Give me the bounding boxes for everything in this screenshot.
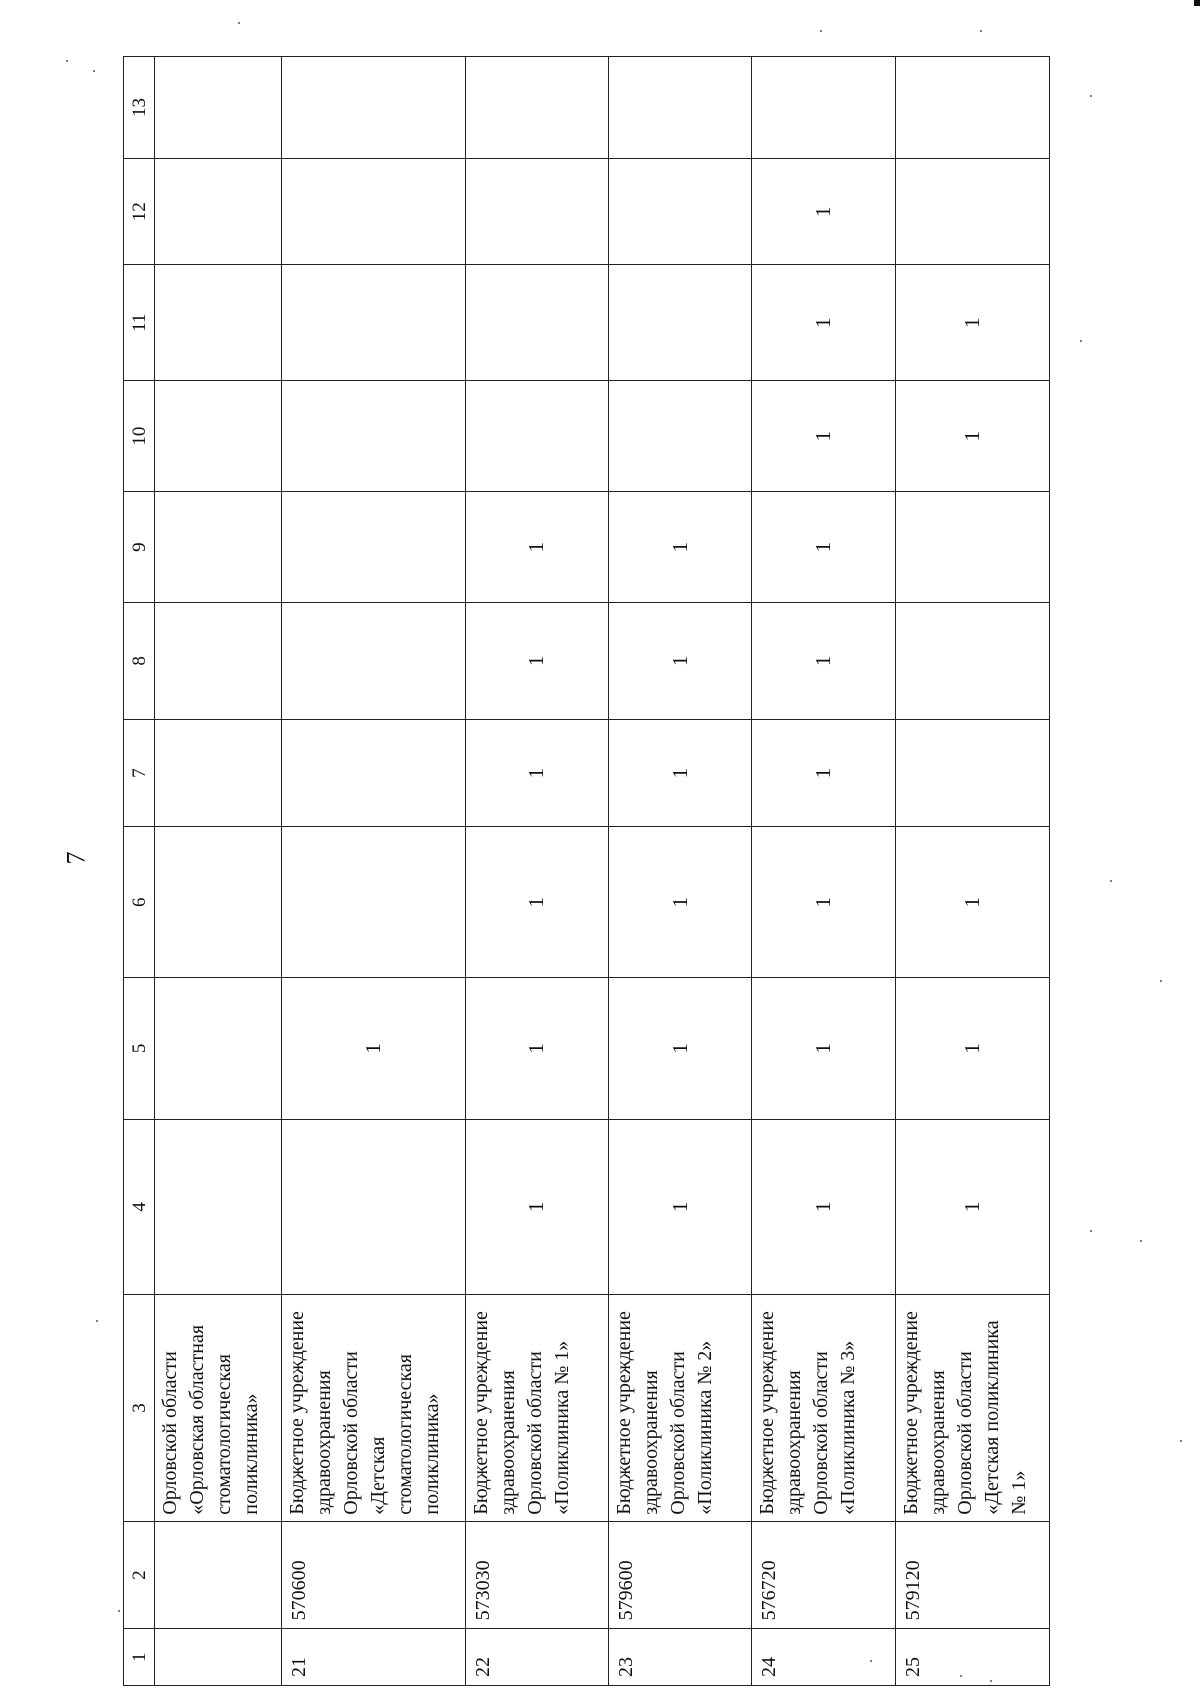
table-row (609, 57, 752, 1686)
table-row (281, 57, 465, 1686)
value-cell-col-8: 1 (609, 603, 752, 720)
data-table (123, 56, 1050, 1686)
row-index-cell: 24 (752, 1629, 895, 1686)
value-cell-col-8 (281, 603, 465, 720)
value-cell-col-7: 1 (752, 719, 895, 827)
value-cell-col-9 (155, 492, 282, 603)
col-header: 1 (124, 1629, 155, 1686)
col-header: 7 (124, 719, 155, 827)
value-cell-col-8 (895, 603, 1049, 720)
value-cell-col-13 (752, 57, 895, 159)
table-row (752, 57, 895, 1686)
value-cell-col-12 (609, 159, 752, 265)
value-cell-col-4: 1 (609, 1119, 752, 1295)
page-number: 7 (61, 851, 91, 865)
value-cell-col-5 (155, 978, 282, 1120)
table-row (465, 57, 608, 1686)
scan-speckle (66, 60, 68, 62)
value-cell-col-7: 1 (609, 719, 752, 827)
value-cell-col-13 (609, 57, 752, 159)
row-code-cell: 573030 (465, 1521, 608, 1629)
scan-speckle (980, 30, 982, 32)
value-cell-col-6 (281, 827, 465, 978)
row-code-cell (155, 1521, 282, 1629)
value-cell-col-5: 1 (465, 978, 608, 1120)
org-name-cell: Бюджетное учреждение здравоохранения Орловской области «Поликлиника № 3» (752, 1295, 895, 1522)
org-name-cell: Бюджетное учреждение здравоохранения Орловской области «Детская поликлиника № 1» (895, 1295, 1049, 1522)
org-name-cell: Орловской области «Орловская областная стоматологическая поликлиника» (155, 1295, 282, 1522)
row-index-cell: 21 (281, 1629, 465, 1686)
value-cell-col-9 (895, 492, 1049, 603)
value-cell-col-12 (465, 159, 608, 265)
scan-speckle (1110, 880, 1112, 882)
value-cell-col-12: 1 (752, 159, 895, 265)
col-header: 2 (124, 1521, 155, 1629)
value-cell-col-11: 1 (752, 265, 895, 381)
value-cell-col-10 (465, 381, 608, 492)
value-cell-col-5: 1 (609, 978, 752, 1120)
value-cell-col-7 (281, 719, 465, 827)
value-cell-col-12 (895, 159, 1049, 265)
scan-speckle (1140, 1240, 1142, 1242)
org-name-cell: Бюджетное учреждение здравоохранения Орловской области «Поликлиника № 2» (609, 1295, 752, 1522)
value-cell-col-8: 1 (752, 603, 895, 720)
value-cell-col-4 (155, 1119, 282, 1295)
scan-speckle (118, 1610, 120, 1612)
col-header: 5 (124, 978, 155, 1120)
document-table-area (123, 56, 1050, 1686)
value-cell-col-12 (281, 159, 465, 265)
col-header: 4 (124, 1119, 155, 1295)
value-cell-col-9: 1 (465, 492, 608, 603)
row-index-cell: 25 (895, 1629, 1049, 1686)
scan-speckle (870, 1660, 872, 1662)
value-cell-col-11 (155, 265, 282, 381)
table-row (895, 57, 1049, 1686)
col-header: 8 (124, 603, 155, 720)
scan-speckle (1090, 95, 1092, 97)
value-cell-col-11 (465, 265, 608, 381)
value-cell-col-5: 1 (752, 978, 895, 1120)
value-cell-col-6: 1 (465, 827, 608, 978)
col-header: 11 (124, 265, 155, 381)
scan-speckle (1180, 1440, 1182, 1442)
scan-speckle (1160, 980, 1162, 982)
scan-edge-mark (1194, 0, 1200, 6)
value-cell-col-10 (155, 381, 282, 492)
row-index-cell (155, 1629, 282, 1686)
row-code-cell: 579600 (609, 1521, 752, 1629)
header-row (124, 57, 155, 1686)
value-cell-col-10 (609, 381, 752, 492)
value-cell-col-7: 1 (465, 719, 608, 827)
value-cell-col-13 (281, 57, 465, 159)
value-cell-col-8: 1 (465, 603, 608, 720)
scan-speckle (93, 70, 95, 72)
value-cell-col-4: 1 (465, 1119, 608, 1295)
col-header: 13 (124, 57, 155, 159)
value-cell-col-10: 1 (752, 381, 895, 492)
row-code-cell: 576720 (752, 1521, 895, 1629)
value-cell-col-5: 1 (281, 978, 465, 1120)
scan-speckle (1080, 340, 1082, 342)
value-cell-col-4: 1 (752, 1119, 895, 1295)
scan-speckle (960, 1675, 962, 1677)
col-header: 10 (124, 381, 155, 492)
value-cell-col-7 (155, 719, 282, 827)
col-header: 6 (124, 827, 155, 978)
value-cell-col-10: 1 (895, 381, 1049, 492)
org-name-cell: Бюджетное учреждение здравоохранения Орловской области «Детская стоматологическая поликлиника» (281, 1295, 465, 1522)
row-code-cell: 579120 (895, 1521, 1049, 1629)
value-cell-col-9: 1 (752, 492, 895, 603)
value-cell-col-6: 1 (609, 827, 752, 978)
value-cell-col-11 (609, 265, 752, 381)
row-index-cell: 23 (609, 1629, 752, 1686)
value-cell-col-9: 1 (609, 492, 752, 603)
value-cell-col-12 (155, 159, 282, 265)
org-name-cell: Бюджетное учреждение здравоохранения Орловской области «Поликлиника № 1» (465, 1295, 608, 1522)
scan-speckle (1090, 1230, 1092, 1232)
value-cell-col-7 (895, 719, 1049, 827)
scan-speckle (820, 30, 822, 32)
scan-speckle (990, 1680, 992, 1682)
value-cell-col-11 (281, 265, 465, 381)
scan-speckle (238, 22, 240, 24)
value-cell-col-13 (155, 57, 282, 159)
value-cell-col-6: 1 (752, 827, 895, 978)
value-cell-col-11: 1 (895, 265, 1049, 381)
col-header: 12 (124, 159, 155, 265)
value-cell-col-4: 1 (895, 1119, 1049, 1295)
value-cell-col-6 (155, 827, 282, 978)
row-index-cell: 22 (465, 1629, 608, 1686)
value-cell-col-5: 1 (895, 978, 1049, 1120)
value-cell-col-8 (155, 603, 282, 720)
table-row (155, 57, 282, 1686)
value-cell-col-13 (465, 57, 608, 159)
row-code-cell: 570600 (281, 1521, 465, 1629)
value-cell-col-13 (895, 57, 1049, 159)
col-header: 3 (124, 1295, 155, 1522)
scan-speckle (96, 1320, 98, 1322)
col-header: 9 (124, 492, 155, 603)
value-cell-col-4 (281, 1119, 465, 1295)
value-cell-col-9 (281, 492, 465, 603)
value-cell-col-10 (281, 381, 465, 492)
value-cell-col-6: 1 (895, 827, 1049, 978)
